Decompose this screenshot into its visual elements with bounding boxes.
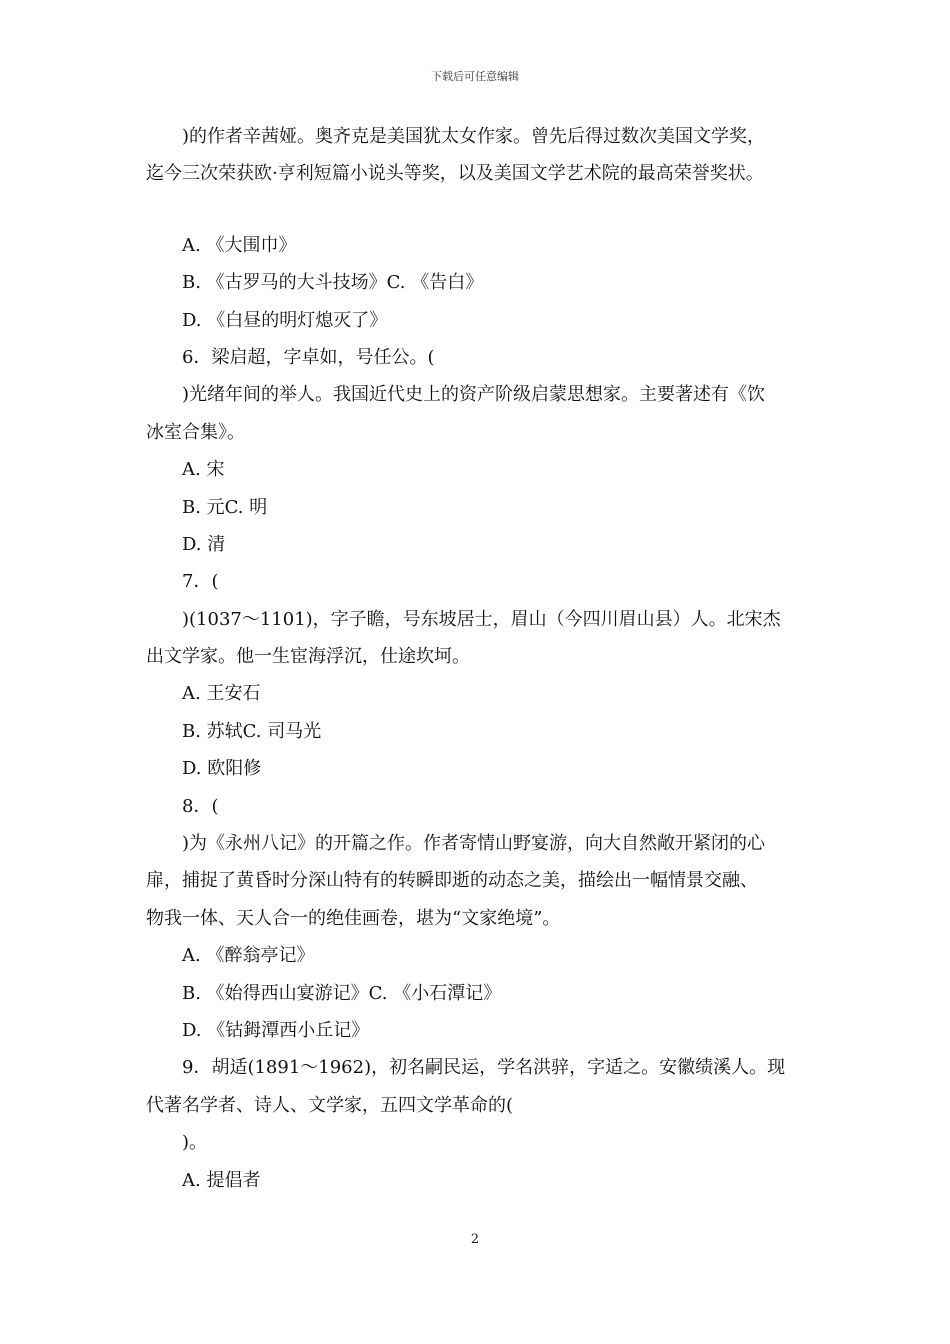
- page-number: 2: [470, 1232, 480, 1247]
- q6-text-line: 冰室合集》。: [146, 421, 245, 443]
- q7-option-a: A. 王安石: [182, 683, 261, 705]
- q7-text-line: 出文学家。他一生宦海浮沉，仕途坎坷。: [146, 646, 470, 668]
- q6-text-line: )光绪年间的举人。我国近代史上的资产阶级启蒙思想家。主要著述有《饮: [182, 384, 766, 406]
- q7-option-d: D. 欧阳修: [182, 758, 262, 780]
- q8-option-bc: B. 《始得西山宴游记》C. 《小石潭记》: [182, 982, 502, 1004]
- q7-option-bc: B. 苏轼C. 司马光: [182, 720, 322, 742]
- q8-option-a: A. 《醉翁亭记》: [182, 945, 315, 967]
- q8-text-line: )为《永州八记》的开篇之作。作者寄情山野宴游，向大自然敞开紧闭的心: [182, 833, 766, 855]
- q9-stem: 代著名学者、诗人、文学家，五四文学革命的(: [146, 1094, 514, 1116]
- paragraph-line: 迄今三次荣获欧·亨利短篇小说头等奖，以及美国文学艺术院的最高荣誉奖状。: [146, 163, 764, 185]
- paragraph-spacer: [146, 193, 816, 227]
- q8-text-line: 扉，捕捉了黄昏时分深山特有的转瞬即逝的动态之美，描绘出一幅情景交融、: [146, 870, 758, 892]
- q5-option-d: D. 《白昼的明灯熄灭了》: [182, 309, 388, 331]
- q6-stem: 6．梁启超，字卓如，号任公。(: [182, 346, 435, 368]
- q7-text-line: )(1037～1101)，字子瞻，号东坡居士，眉山（今四川眉山县）人。北宋杰: [182, 608, 781, 630]
- q9-text-line: )。: [182, 1132, 208, 1154]
- q9-option-a: A. 提倡者: [182, 1169, 261, 1191]
- q8-stem: 8．(: [182, 795, 219, 817]
- page-header: 下载后可任意编辑: [431, 70, 519, 83]
- q6-option-d: D. 清: [182, 533, 226, 555]
- paragraph-line: )的作者辛茜娅。奥齐克是美国犹太女作家。曾先后得过数次美国文学奖，: [182, 126, 766, 147]
- q8-option-d: D. 《钴鉧潭西小丘记》: [182, 1019, 370, 1041]
- q5-option-bc: B. 《古罗马的大斗技场》C. 《告白》: [182, 272, 484, 294]
- q6-option-bc: B. 元C. 明: [182, 496, 268, 518]
- q5-option-a: A. 《大围巾》: [182, 234, 297, 256]
- document-body: [146, 118, 816, 1199]
- q9-stem: 9．胡适(1891～1962)，初名嗣民运，学名洪骍，字适之。安徽绩溪人。现: [182, 1057, 786, 1079]
- q6-option-a: A. 宋: [182, 459, 225, 481]
- q8-text-line: 物我一体、天人合一的绝佳画卷，堪为“文家绝境”。: [146, 907, 561, 929]
- q7-stem: 7．(: [182, 571, 219, 593]
